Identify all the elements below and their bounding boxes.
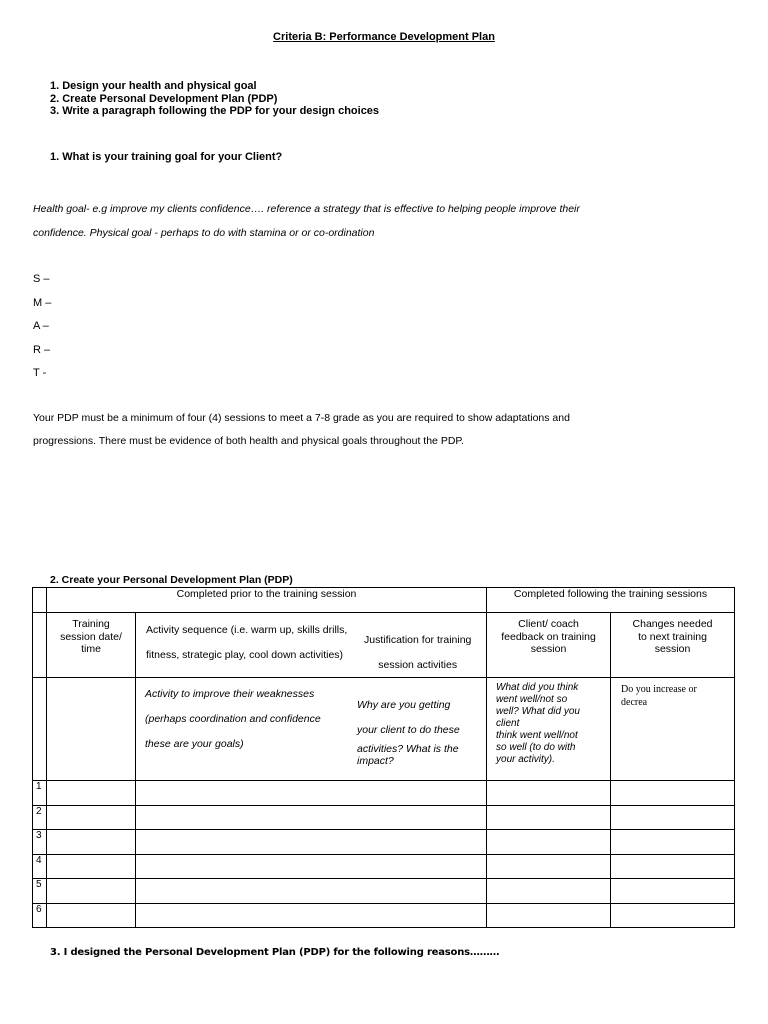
task-steps — [50, 80, 379, 118]
cell-date[interactable] — [47, 805, 136, 830]
cell-feedback[interactable] — [487, 805, 611, 830]
row-number: 3 — [33, 830, 47, 855]
cell-activity[interactable] — [136, 805, 487, 830]
header-blank-cell — [33, 613, 47, 678]
table-row — [33, 830, 735, 855]
cell-activity[interactable] — [136, 854, 487, 879]
cell-date[interactable] — [47, 781, 136, 806]
goal-guidance — [33, 197, 580, 245]
cell-activity[interactable] — [136, 830, 487, 855]
cell-feedback[interactable] — [487, 903, 611, 928]
col-header-feedback: Client/ coach feedback on training session — [487, 613, 611, 678]
cell-feedback[interactable] — [487, 830, 611, 855]
smart-s: S – — [33, 273, 50, 285]
cell-date[interactable] — [47, 830, 136, 855]
col-header-activity-justification — [136, 613, 487, 678]
step-3: 3. Write a paragraph following the PDP for your design choices — [50, 105, 380, 117]
cell-changes[interactable] — [611, 854, 735, 879]
cell-activity[interactable] — [136, 903, 487, 928]
guidance-line-2: confidence. Physical goal - perhaps to do with stamina or or co-ordination — [33, 227, 375, 239]
guide-blank-cell — [33, 678, 47, 781]
cell-date[interactable] — [47, 903, 136, 928]
step-1: 1. Design your health and physical goal — [50, 80, 257, 92]
row-number: 1 — [33, 781, 47, 806]
pdp-note-line-1: Your PDP must be a minimum of four (4) sessions to meet a 7-8 grade as you are required to show adaptations and — [33, 412, 570, 424]
guide-activity-justification[interactable] — [136, 678, 487, 781]
col-header-activity: Activity sequence (i.e. warm up, skills drills, fitness, strategic play, cool down activities) — [146, 624, 348, 661]
cell-changes[interactable] — [611, 805, 735, 830]
pdp-note-line-2: progressions. There must be evidence of both health and physical goals throughout the PDP. — [33, 435, 464, 447]
col-header-changes: Changes needed to next training session — [611, 613, 735, 678]
row-number: 4 — [33, 854, 47, 879]
guide-changes[interactable]: Do you increase or decrea — [611, 678, 735, 781]
cell-date[interactable] — [47, 854, 136, 879]
question-2: 2. Create your Personal Development Plan (PDP) — [50, 574, 293, 586]
cell-changes[interactable] — [611, 830, 735, 855]
row-number: 6 — [33, 903, 47, 928]
row-number: 5 — [33, 879, 47, 904]
page-title: Criteria B: Performance Development Plan — [273, 31, 495, 43]
guide-activity: Activity to improve their weaknesses (perhaps coordination and confidence these are your goals) — [145, 688, 321, 750]
table-guidance-row — [33, 678, 735, 781]
cell-feedback[interactable] — [487, 781, 611, 806]
group-following-header: Completed following the training sessions — [487, 588, 735, 613]
cell-activity[interactable] — [136, 879, 487, 904]
guidance-line-1: Health goal- e.g improve my clients confidence…. reference a strategy that is effective to helping people improve their — [33, 203, 580, 215]
table-column-header — [33, 613, 735, 678]
smart-list — [33, 268, 51, 386]
table-row — [33, 781, 735, 806]
cell-changes[interactable] — [611, 879, 735, 904]
col-header-date: Training session date/ time — [47, 613, 136, 678]
guide-justification: Why are you getting your client to do these activities? What is the impact? — [357, 699, 460, 767]
cell-feedback[interactable] — [487, 854, 611, 879]
table-row — [33, 805, 735, 830]
cell-activity[interactable] — [136, 781, 487, 806]
table-group-header — [33, 588, 735, 613]
cell-feedback[interactable] — [487, 879, 611, 904]
cell-date[interactable] — [47, 879, 136, 904]
col-header-justification: Justification for training session activities — [364, 634, 472, 671]
pdp-requirement-note — [33, 407, 570, 453]
table-row — [33, 903, 735, 928]
guide-date-cell[interactable] — [47, 678, 136, 781]
group-prior-header: Completed prior to the training session — [47, 588, 487, 613]
smart-a: A – — [33, 320, 49, 333]
pdp-table — [32, 587, 735, 928]
table-row — [33, 879, 735, 904]
header-blank-cell — [33, 588, 47, 613]
smart-m: M – — [33, 296, 52, 309]
step-2: 2. Create Personal Development Plan (PDP) — [50, 92, 278, 105]
guide-feedback[interactable]: What did you think went well/not so well? What did you client think went well/not so well (to do with your activity). — [487, 678, 611, 781]
smart-r: R – — [33, 343, 51, 356]
row-number: 2 — [33, 805, 47, 830]
question-1: 1. What is your training goal for your Client? — [50, 151, 283, 163]
question-3: 3. I designed the Personal Development Plan (PDP) for the following reasons……… — [50, 947, 500, 958]
cell-changes[interactable] — [611, 781, 735, 806]
table-row — [33, 854, 735, 879]
smart-t: T - — [33, 367, 47, 380]
cell-changes[interactable] — [611, 903, 735, 928]
